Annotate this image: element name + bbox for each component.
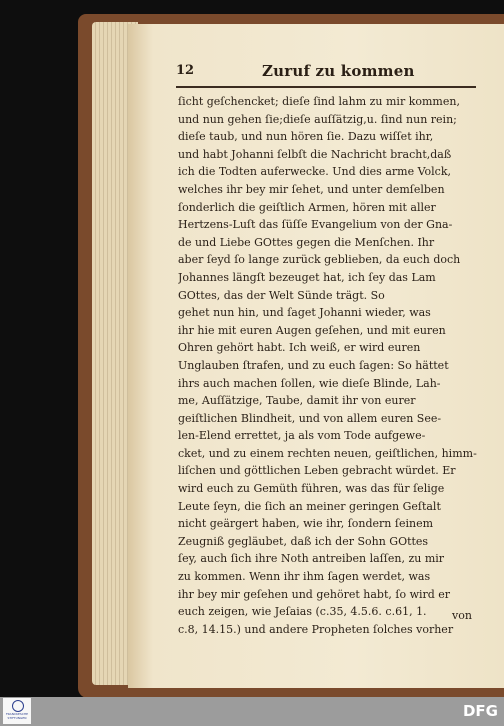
- text-line: de und Liebe GOttes gegen die Menſchen. Ihr: [178, 235, 435, 249]
- text-line: dieſe taub, und nun hören ſie. Dazu wiſſet ihr,: [178, 130, 434, 144]
- logo-emblem-icon: [12, 700, 24, 712]
- page-header: [176, 62, 476, 84]
- logo-line: STIFTUNGEN: [7, 715, 27, 720]
- text-line: Unglauben ſtrafen, und zu euch ſagen: So hättet: [178, 358, 449, 372]
- text-line: geiſtlichen Blindheit, und von allem euren See-: [178, 411, 442, 425]
- text-line: und habt Johanni ſelbſt die Nachricht bracht,daß: [178, 147, 452, 161]
- text-line: liſchen und göttlichen Leben gebracht würdet. Er: [178, 464, 456, 478]
- text-line: len-Elend errettet, ja als vom Tode aufgewe-: [178, 429, 426, 443]
- text-line: Leute ſeyn, die ſich an meiner geringen Geſtalt: [178, 499, 441, 513]
- text-line: Ohren gehört habt. Ich weiß, er wird euren: [178, 341, 421, 355]
- text-line: wird euch zu Gemüth führen, was das für ſelige: [178, 482, 445, 496]
- text-line: c.8, 14.15.) und andere Propheten ſolches vorher: [178, 622, 454, 636]
- logo-line: FRANCKESCHE: [5, 712, 29, 716]
- text-line: ſey, auch ſich ihre Noth antreiben laſſen, zu mir: [178, 552, 445, 566]
- text-line: welches ihr bey mir ſehet, und unter demſelben: [178, 182, 445, 196]
- body-text: [178, 93, 478, 638]
- text-line: Hertzens-Luſt das ſüſſe Evangelium von der Gna-: [178, 218, 453, 232]
- text-line: ihr hie mit euren Augen geſehen, und mit euren: [178, 323, 446, 337]
- viewer-footer-bar: [0, 697, 504, 726]
- text-line: ich die Todten auferwecke. Und dies arme Volck,: [178, 165, 451, 179]
- page-number: 12: [176, 63, 195, 78]
- text-line: cket, und zu einem rechten neuen, geiſtlichen, himm-: [178, 446, 477, 460]
- text-line: ſicht geſchencket; dieſe ſind lahm zu mir kommen,: [178, 95, 460, 108]
- franckesche-stiftungen-logo[interactable]: [3, 698, 31, 724]
- text-line: gehet nun hin, und ſaget Johanni wieder, was: [178, 306, 431, 320]
- text-line: euch zeigen, wie Jeſaias (c.35, 4.5.6. c.61, 1.: [178, 605, 427, 619]
- dfg-logo[interactable]: DFG: [462, 702, 498, 720]
- text-line: und nun gehen ſie;dieſe auſſätzig,u. ſind nun rein;: [178, 112, 457, 126]
- text-line: me, Auſſätzige, Taube, damit ihr von eurer: [178, 394, 416, 408]
- running-head: Zuruf zu kommen: [262, 62, 415, 80]
- text-line: GOttes, das der Welt Sünde trägt. So: [178, 288, 385, 302]
- logo-text: [4, 713, 30, 720]
- text-line: ihrs auch machen ſollen, wie dieſe Blinde, Lah-: [178, 376, 441, 390]
- text-line: nicht geärgert haben, wie ihr, ſondern ſeinem: [178, 517, 434, 531]
- text-line: zu kommen. Wenn ihr ihm ſagen werdet, was: [178, 570, 431, 584]
- header-rule: [176, 86, 476, 88]
- text-line: aber ſeyd ſo lange zurück geblieben, da euch doch: [178, 253, 461, 267]
- text-line: Zeugniß gegläubet, daß ich der Sohn GOttes: [178, 534, 429, 548]
- text-line: ihr bey mir geſehen und gehöret habt, ſo wird er: [178, 587, 451, 601]
- text-line: ſonderlich die geiſtlich Armen, hören mit aller: [178, 200, 436, 214]
- catchword: von: [452, 609, 472, 622]
- text-line: Johannes längſt bezeuget hat, ich ſey das Lam: [178, 270, 436, 284]
